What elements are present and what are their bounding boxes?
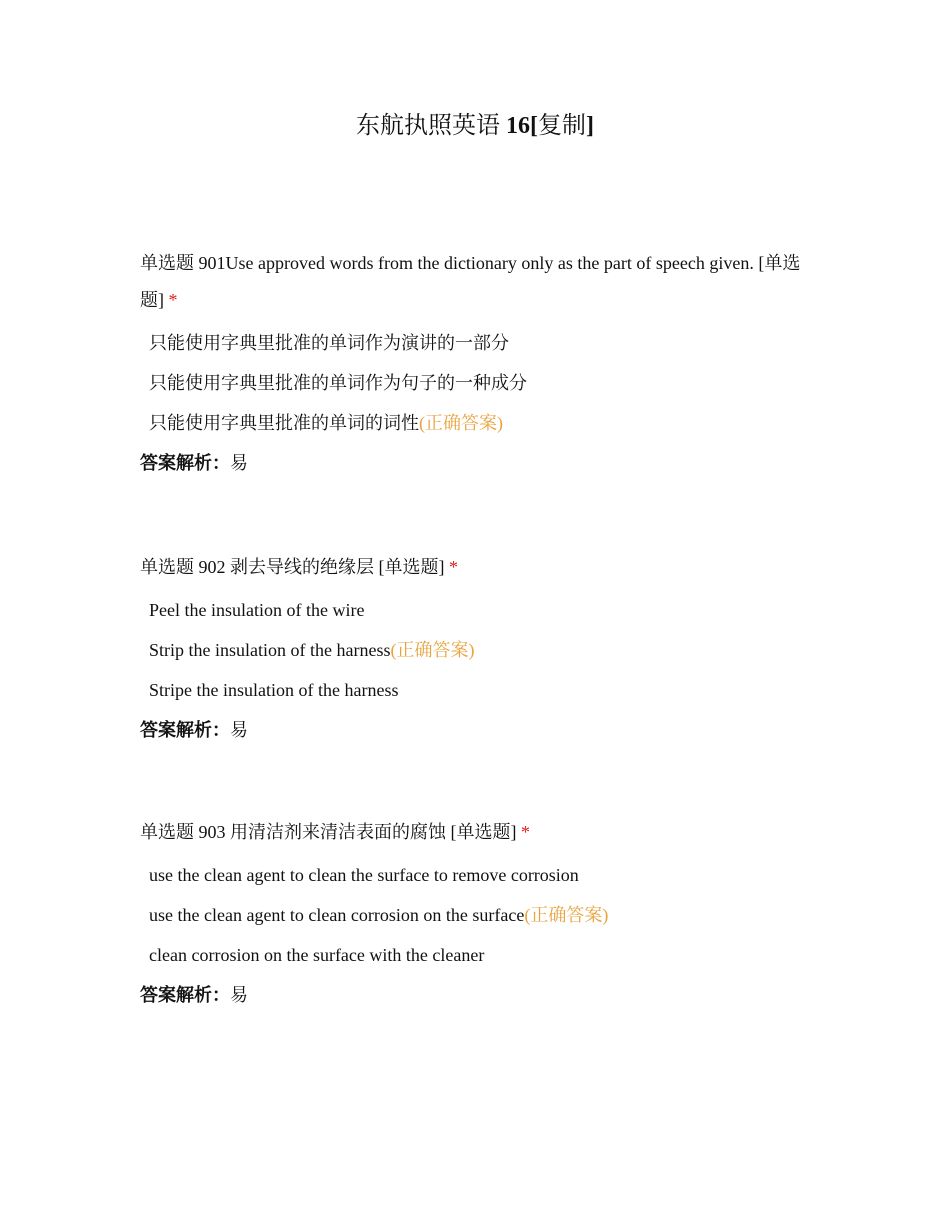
document-title	[0, 108, 950, 144]
analysis-label: 答案解析：	[140, 453, 230, 473]
question-block	[140, 814, 820, 1015]
question-block	[140, 549, 820, 750]
correct-answer-tag: (正确答案)	[419, 413, 503, 433]
option-text: 只能使用字典里批准的单词作为句子的一种成分	[149, 373, 527, 393]
option-list	[140, 590, 820, 710]
answer-option[interactable]	[140, 895, 820, 935]
option-text: use the clean agent to clean corrosion on the surface	[149, 905, 525, 925]
title-bracket-close: ]	[586, 113, 594, 139]
question-title-text: 单选题 901Use approved words from the dictionary only as the part of speech given. [单选题]	[140, 253, 801, 310]
option-text: clean corrosion on the surface with the cleaner	[149, 945, 485, 965]
title-copy-label: 复制	[538, 113, 586, 139]
correct-answer-tag: (正确答案)	[390, 640, 475, 660]
answer-option[interactable]	[140, 403, 820, 443]
question-title-text: 单选题 903 用清洁剂来清洁表面的腐蚀 [单选题]	[140, 822, 517, 842]
answer-option[interactable]	[140, 855, 820, 895]
title-bracket-open: [	[530, 113, 538, 139]
analysis-value: 易	[230, 720, 248, 740]
option-text: use the clean agent to clean the surface to remove corrosion	[149, 865, 579, 885]
option-text: Stripe the insulation of the harness	[149, 680, 399, 700]
answer-analysis	[140, 710, 820, 750]
option-text: Peel the insulation of the wire	[149, 600, 365, 620]
required-marker: *	[449, 557, 458, 577]
answer-analysis	[140, 443, 820, 483]
answer-option[interactable]	[140, 935, 820, 975]
answer-option[interactable]	[140, 323, 820, 363]
option-list	[140, 323, 820, 443]
analysis-value: 易	[230, 985, 248, 1005]
title-prefix: 东航执照英语	[356, 113, 506, 139]
question-title	[140, 245, 820, 319]
required-marker: *	[168, 290, 178, 310]
question-block	[140, 245, 820, 483]
question-title	[140, 814, 820, 851]
answer-option[interactable]	[140, 630, 820, 670]
analysis-label: 答案解析：	[140, 720, 230, 740]
title-number: 16	[506, 113, 530, 139]
answer-option[interactable]	[140, 670, 820, 710]
question-title-text: 单选题 902 剥去导线的绝缘层 [单选题]	[140, 557, 445, 577]
required-marker: *	[521, 822, 530, 842]
option-text: 只能使用字典里批准的单词的词性	[149, 413, 419, 433]
answer-option[interactable]	[140, 363, 820, 403]
option-text: Strip the insulation of the harness	[149, 640, 391, 660]
correct-answer-tag: (正确答案)	[524, 905, 609, 925]
option-list	[140, 855, 820, 975]
option-text: 只能使用字典里批准的单词作为演讲的一部分	[149, 333, 509, 353]
analysis-value: 易	[230, 453, 248, 473]
answer-analysis	[140, 975, 820, 1015]
answer-option[interactable]	[140, 590, 820, 630]
analysis-label: 答案解析：	[140, 985, 230, 1005]
question-title	[140, 549, 820, 586]
